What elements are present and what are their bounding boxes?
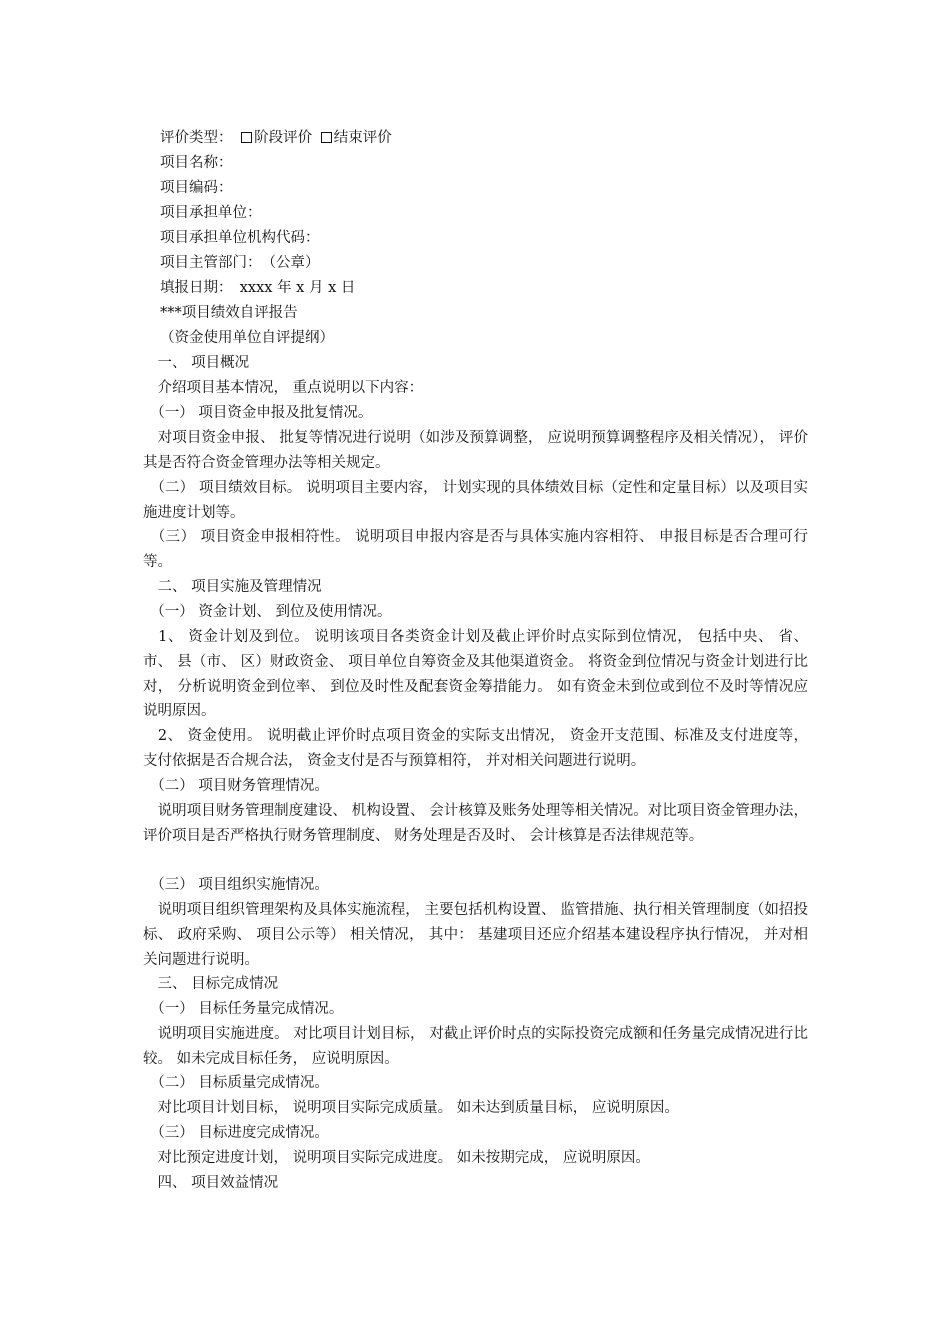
supervising-dept-field: 项目主管部门： （公章）: [160, 255, 320, 271]
org-code-field: 项目承担单位机构代码：: [160, 230, 320, 246]
paragraph: 说明项目财务管理制度建设、 机构设置、 会计核算及账务处理等相关情况。对比项目资金管理办法， 评价项目是否严格执行财务管理制度、 财务处理是否及时、 会计核算是否法律规范等。: [143, 803, 808, 844]
project-name-field: 项目名称：: [160, 155, 233, 171]
project-code-field: 项目编码：: [160, 180, 233, 196]
subsection-heading: （二） 项目财务管理情况。: [143, 778, 329, 794]
subsection-heading: （二） 目标质量完成情况。: [143, 1075, 329, 1091]
eval-type-row: [160, 128, 392, 148]
fill-date-field: 填报日期： xxxx 年 x 月 x 日: [160, 280, 356, 296]
checkbox-end[interactable]: [321, 132, 332, 143]
option-end-label: 结束评价: [333, 130, 392, 146]
paragraph: 1、 资金计划及到位。 说明该项目各类资金计划及截止评价时点实际到位情况， 包括中央、 省、 市、 县（市、 区）财政资金、 项目单位自筹资金及其他渠道资金。 将资金到位情况与资金计划进行比对， 分析说明资金到位率、 到位及时性及配套资金筹措能力。 如有资金未到位或到位不及时等情况应说明原因。: [143, 629, 808, 720]
subsection-heading: （三） 目标进度完成情况。: [143, 1125, 329, 1141]
report-subtitle: （资金使用单位自评提纲）: [160, 330, 334, 346]
subsection-heading: （三） 项目组织实施情况。: [143, 877, 329, 893]
section-heading-1: 一、 项目概况: [143, 355, 250, 371]
undertaking-unit-field: 项目承担单位：: [160, 205, 262, 221]
checkbox-stage[interactable]: [241, 132, 252, 143]
paragraph: 对项目资金申报、 批复等情况进行说明（如涉及预算调整， 应说明预算调整程序及相关情况）， 评价其是否符合资金管理办法等相关规定。: [143, 430, 808, 471]
paragraph: 对比项目计划目标， 说明项目实际完成质量。 如未达到质量目标， 应说明原因。: [143, 1100, 679, 1116]
subsection-heading: （一） 资金计划、 到位及使用情况。: [143, 604, 392, 620]
report-title: ***项目绩效自评报告: [160, 305, 298, 321]
section-heading-4: 四、 项目效益情况: [143, 1175, 279, 1191]
section-heading-3: 三、 目标完成情况: [143, 976, 279, 992]
section-heading-2: 二、 项目实施及管理情况: [143, 579, 322, 595]
option-stage-label: 阶段评价: [254, 130, 313, 146]
paragraph: 说明项目实施进度。 对比项目计划目标， 对截止评价时点的实际投资完成额和任务量完成情况进行比较。 如未完成目标任务， 应说明原因。: [143, 1026, 808, 1067]
subsection-heading: （一） 目标任务量完成情况。: [143, 1001, 344, 1017]
paragraph: 介绍项目基本情况， 重点说明以下内容：: [143, 380, 424, 396]
paragraph: 说明项目组织管理架构及具体实施流程， 主要包括机构设置、 监管措施、执行相关管理制度（如招投标、 政府采购、 项目公示等） 相关情况， 其中： 基建项目还应介绍基本建设程序执行情况， 并对相关问题进行说明。: [143, 902, 808, 968]
eval-type-label: 评价类型：: [160, 130, 233, 146]
paragraph: （二） 项目绩效目标。 说明项目主要内容， 计划实现的具体绩效目标（定性和定量目标）以及项目实施进度计划等。: [143, 480, 808, 521]
subsection-heading: （一） 项目资金申报及批复情况。: [143, 405, 373, 421]
paragraph: 2、 资金使用。 说明截止评价时点项目资金的实际支出情况， 资金开支范围、标准及支付进度等， 支付依据是否合规合法， 资金支付是否与预算相符， 并对相关问题进行说明。: [143, 728, 808, 769]
paragraph: （三） 项目资金申报相符性。 说明项目申报内容是否与具体实施内容相符、 申报目标是否合理可行等。: [143, 529, 808, 570]
paragraph: 对比预定进度计划， 说明项目实际完成进度。 如未按期完成， 应说明原因。: [143, 1150, 650, 1166]
